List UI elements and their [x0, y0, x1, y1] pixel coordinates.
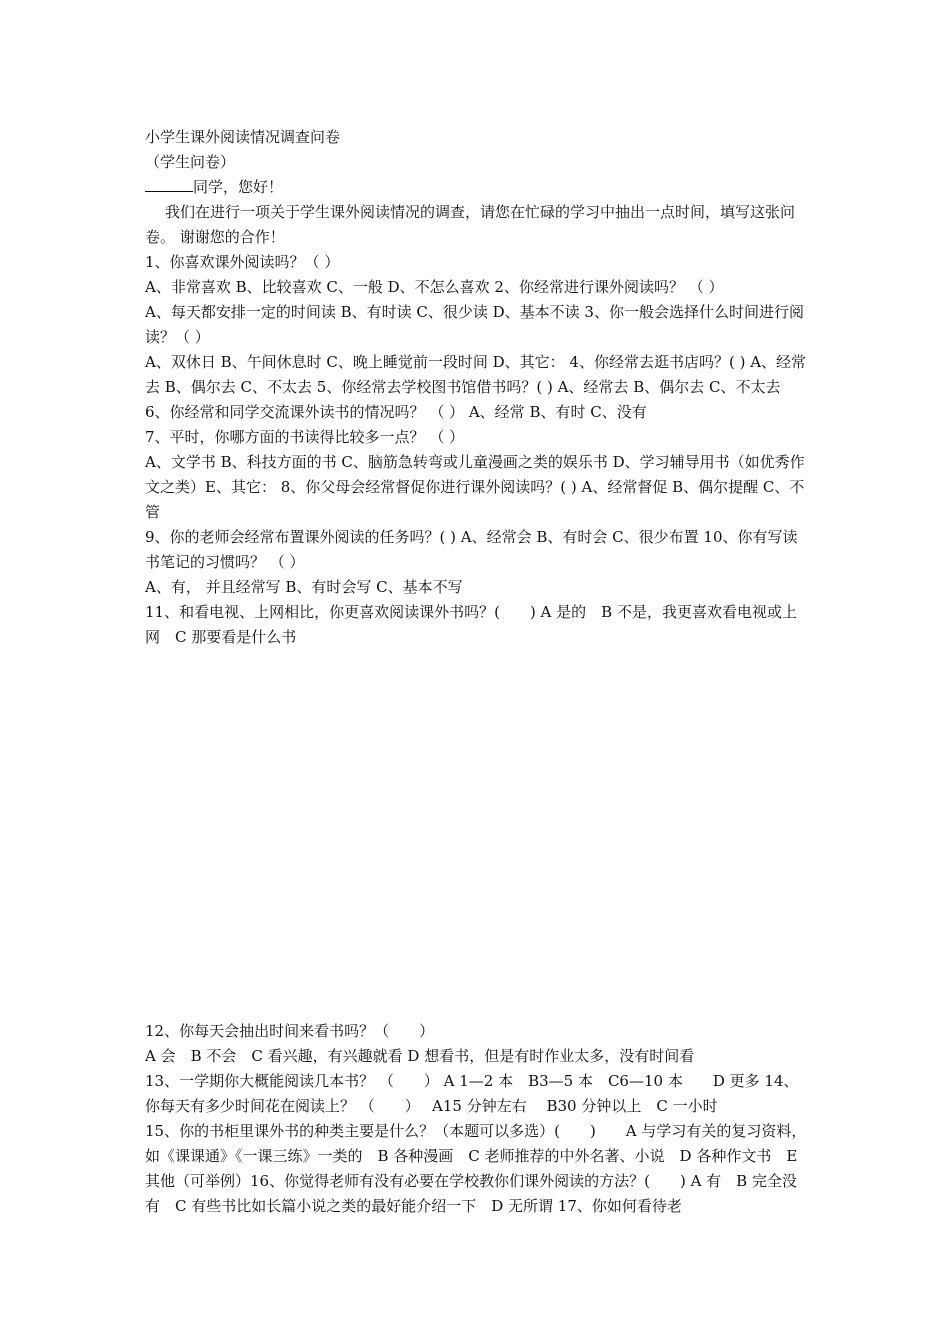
intro-paragraph: 我们在进行一项关于学生课外阅读情况的调查，请您在忙碌的学习中抽出一点时间，填写这张问卷。 谢谢您的合作！	[145, 203, 796, 246]
greeting-line	[145, 175, 811, 200]
question-paragraph: 13、一学期你大概能阅读几本书？ （ ） A 1—2 本 B3—5 本 C6—10 本 D 更多 14、你每天有多少时间花在阅读上？ （ ） A15 分钟左右 B30 分钟以上 C 一小时	[145, 1072, 799, 1115]
question-paragraph: 11、和看电视、上网相比，你更喜欢阅读课外书吗？( ) A 是的 B 不是，我更喜欢看电视或上网 C 那要看是什么书	[145, 603, 797, 646]
question-paragraph: 15、你的书柜里课外书的种类主要是什么？（本题可以多选）( ) A 与学习有关的复习资料，如《课课通》《一课三练》一类的 B 各种漫画 C 老师推荐的中外名著、小说 D 各种作文书 E 其他（可举例）16、你觉得老师有没有必要在学校教你们课外阅读的方法？( ) A 有 B 完全没有 C 有些书比如长篇小说之类的最好能介绍一下 D 无所谓 17、你如何看待老	[145, 1122, 807, 1215]
question-paragraph: A、每天都安排一定的时间读 B、有时读 C、很少读 D、基本不读 3、你一般会选择什么时间进行阅读？（ ）	[145, 303, 804, 346]
question-paragraph: A、文学书 B、科技方面的书 C、脑筋急转弯或儿童漫画之类的娱乐书 D、学习辅导用书（如优秀作文之类）E、其它： 8、你父母会经常督促你进行课外阅读吗？( ) A、经常督促 B、偶尔提醒 C、不管	[145, 453, 805, 521]
greeting-text: 同学，您好！	[193, 178, 284, 196]
question-paragraph: 9、你的老师会经常布置课外阅读的任务吗？( ) A、经常会 B、有时会 C、很少布置 10、你有写读书笔记的习惯吗？ （ ）	[145, 528, 798, 571]
question-paragraph: 6、你经常和同学交流课外读书的情况吗？ （ ） A、经常 B、有时 C、没有	[145, 403, 647, 421]
question-paragraph: 7、平时，你哪方面的书读得比较多一点？ （ ）	[145, 428, 465, 446]
question-paragraph: 1、你喜欢课外阅读吗？（ ）	[145, 253, 340, 271]
document-title: 小学生课外阅读情况调查问卷	[145, 128, 341, 146]
question-paragraph: A、双休日 B、午间休息时 C、晚上睡觉前一段时间 D、其它： 4、你经常去逛书店吗？( ) A、经常去 B、偶尔去 C、不太去 5、你经常去学校图书馆借书吗？( ) A、经常去 B、偶尔去 C、不太去	[145, 353, 807, 396]
document-subtitle: （学生问卷）	[145, 153, 236, 171]
question-paragraph: A 会 B 不会 C 看兴趣，有兴趣就看 D 想看书，但是有时作业太多，没有时间看	[145, 1047, 695, 1065]
name-blank	[145, 175, 193, 192]
question-paragraph: A、非常喜欢 B、比较喜欢 C、一般 D、不怎么喜欢 2、你经常进行课外阅读吗？ （ ）	[145, 278, 724, 296]
question-paragraph: A、有， 并且经常写 B、有时会写 C、基本不写	[145, 578, 463, 596]
questionnaire-top-section	[145, 125, 811, 650]
questionnaire-bottom-section	[145, 1019, 811, 1219]
question-paragraph: 12、你每天会抽出时间来看书吗？（ ）	[145, 1022, 435, 1040]
